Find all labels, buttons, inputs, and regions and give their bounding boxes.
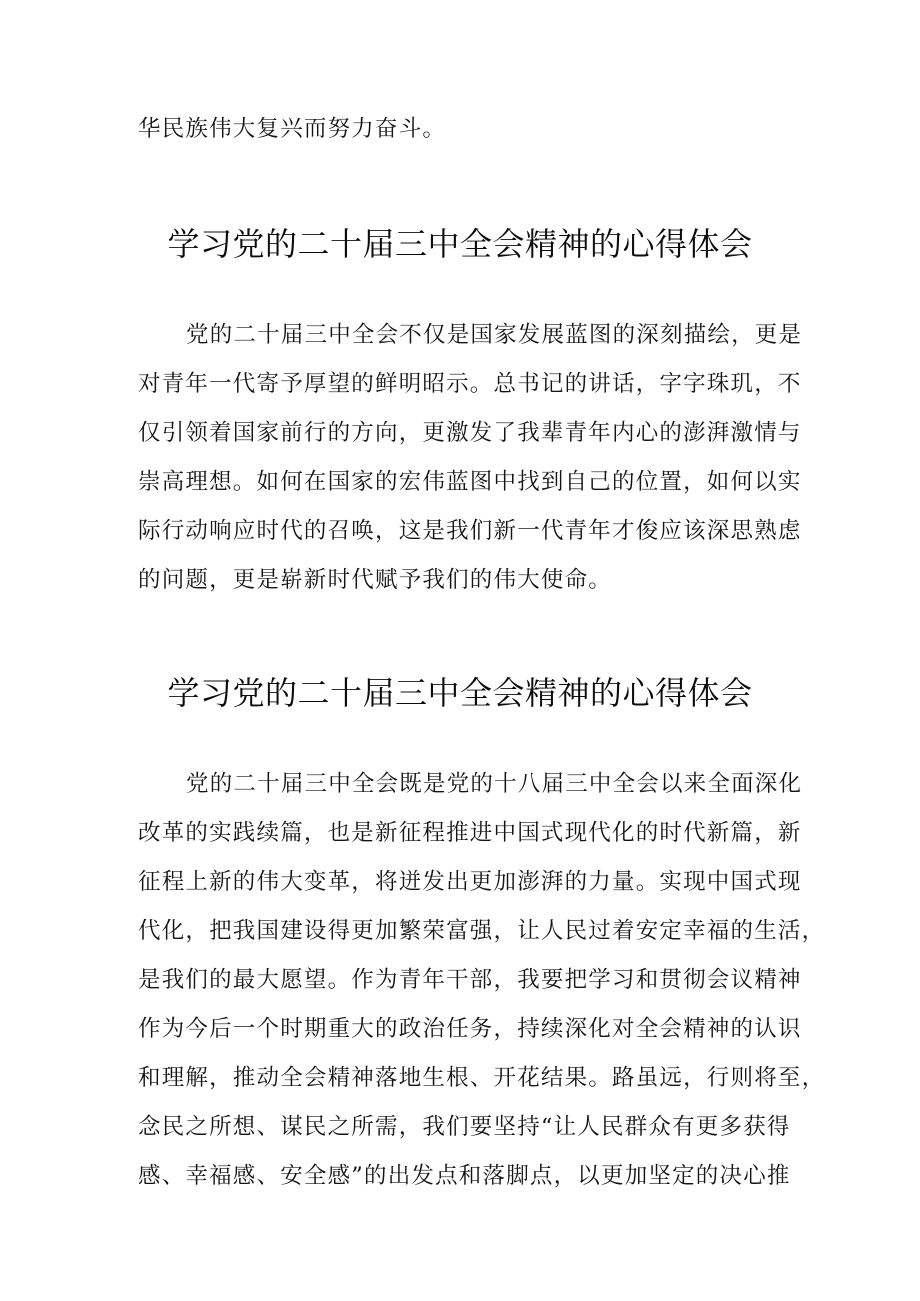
- paragraph-line: 是我们的最大愿望。作为青年干部，我要把学习和贯彻会议精神: [138, 967, 802, 993]
- paragraph-line: 对青年一代寄予厚望的鲜明昭示。总书记的讲话，字字珠玑，不: [138, 371, 802, 397]
- paragraph-line: 党的二十届三中全会不仅是国家发展蓝图的深刻描绘，更是: [186, 322, 803, 348]
- paragraph-line: 作为今后一个时期重大的政治任务，持续深化对全会精神的认识: [138, 1016, 802, 1042]
- paragraph-line: 念民之所想、谋民之所需，我们要坚持“让人民群众有更多获得: [138, 1114, 791, 1140]
- paragraph-line: 仅引领着国家前行的方向，更激发了我辈青年内心的澎湃激情与: [138, 420, 802, 446]
- section-title: 学习党的二十届三中全会精神的心得体会: [167, 225, 753, 263]
- paragraph-line: 崇高理想。如何在国家的宏伟蓝图中找到自己的位置，如何以实: [138, 469, 802, 495]
- paragraph-line: 和理解，推动全会精神落地生根、开花结果。路虽远，行则将至，: [138, 1065, 826, 1091]
- section-title: 学习党的二十届三中全会精神的心得体会: [167, 674, 753, 712]
- paragraph-line: 改革的实践续篇，也是新征程推进中国式现代化的时代新篇，新: [138, 820, 802, 846]
- paragraph-line: 代化，把我国建设得更加繁荣富强，让人民过着安定幸福的生活，: [138, 918, 826, 944]
- intro-line: 华民族伟大复兴而努力奋斗。: [138, 116, 447, 142]
- paragraph-line: 感、幸福感、安全感”的出发点和落脚点，以更加坚定的决心推: [138, 1163, 791, 1189]
- paragraph-line: 的问题，更是崭新时代赋予我们的伟大使命。: [138, 567, 613, 593]
- paragraph-line: 际行动响应时代的召唤，这是我们新一代青年才俊应该深思熟虑: [138, 518, 802, 544]
- paragraph-line: 征程上新的伟大变革，将迸发出更加澎湃的力量。实现中国式现: [138, 869, 802, 895]
- paragraph-line: 党的二十届三中全会既是党的十八届三中全会以来全面深化: [186, 771, 803, 797]
